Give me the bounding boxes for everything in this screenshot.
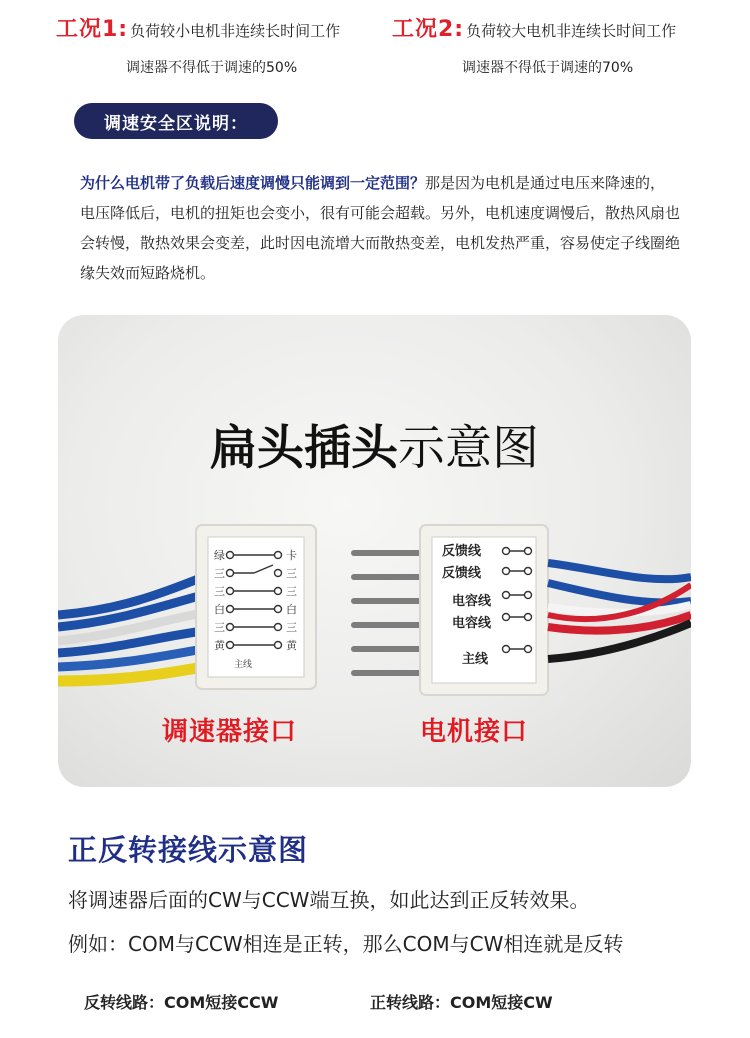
controller-interface-label: 调速器接口 <box>162 717 298 747</box>
safe-zone-heading: 调速安全区说明： <box>74 103 278 139</box>
svg-text:三: 三 <box>286 567 297 580</box>
svg-text:三: 三 <box>214 567 225 580</box>
condition-1-note: 调速器不得低于调速的50% <box>126 60 298 76</box>
svg-text:三: 三 <box>214 621 225 634</box>
condition-2-label: 工况2: <box>392 17 465 42</box>
svg-text:白: 白 <box>214 603 225 616</box>
svg-text:黄: 黄 <box>214 639 225 652</box>
svg-text:电容线: 电容线 <box>452 616 492 631</box>
diagram-title-regular: 示意图 <box>398 421 539 476</box>
svg-text:绿: 绿 <box>214 549 225 562</box>
svg-text:三: 三 <box>286 585 297 598</box>
svg-text:主线: 主线 <box>462 652 489 667</box>
controller-wires <box>58 577 203 681</box>
svg-text:反馈线: 反馈线 <box>442 566 482 581</box>
connector-photo <box>58 315 691 787</box>
direction-instruction-2: 例如：COM与CCW相连是正转，那么COM与CW相连就是反转 <box>68 932 624 956</box>
svg-text:电容线: 电容线 <box>452 594 492 609</box>
svg-text:三: 三 <box>214 585 225 598</box>
svg-text:卡: 卡 <box>286 549 297 562</box>
explanation-answer: 那是因为电机是通过电压来降速的，电压降低后，电机的扭矩也会变小，很有可能会超载。另外，电机速度调慢后，散热风扇也会转慢，散热效果会变差，此时因电流增大而散热变差，电机发热严重，容易使定子线圈绝缘失效而短路烧机。 <box>80 174 681 282</box>
connector-illustration <box>58 315 691 787</box>
forward-wiring-label: 正转线路：COM短接CW <box>370 993 553 1012</box>
controller-connector <box>196 525 316 689</box>
diagram-title <box>58 411 691 478</box>
condition-2-description: 负荷较大电机非连续长时间工作 <box>466 22 677 40</box>
svg-text:白: 白 <box>286 603 297 616</box>
motor-wires <box>548 563 691 659</box>
svg-text:反馈线: 反馈线 <box>442 544 482 559</box>
svg-text:主线: 主线 <box>234 660 253 670</box>
direction-instruction-1: 将调速器后面的CW与CCW端互换，如此达到正反转效果。 <box>68 888 590 912</box>
motor-interface-label: 电机接口 <box>420 717 529 747</box>
diagram-title-bold: 扁头插头 <box>210 421 398 476</box>
svg-text:黄: 黄 <box>286 639 297 652</box>
explanation-question: 为什么电机带了负载后速度调慢只能调到一定范围？ <box>80 174 426 192</box>
condition-2 <box>392 12 676 77</box>
explanation-paragraph <box>80 168 680 288</box>
condition-1-label: 工况1: <box>56 17 129 42</box>
svg-text:三: 三 <box>286 621 297 634</box>
condition-1-description: 负荷较小电机非连续长时间工作 <box>130 22 341 40</box>
motor-pins <box>354 553 420 673</box>
condition-1 <box>56 12 340 77</box>
direction-section-title: 正反转接线示意图 <box>68 833 309 867</box>
condition-2-note: 调速器不得低于调速的70% <box>462 60 634 76</box>
motor-connector <box>420 525 548 695</box>
reverse-wiring-label: 反转线路：COM短接CCW <box>84 993 279 1012</box>
